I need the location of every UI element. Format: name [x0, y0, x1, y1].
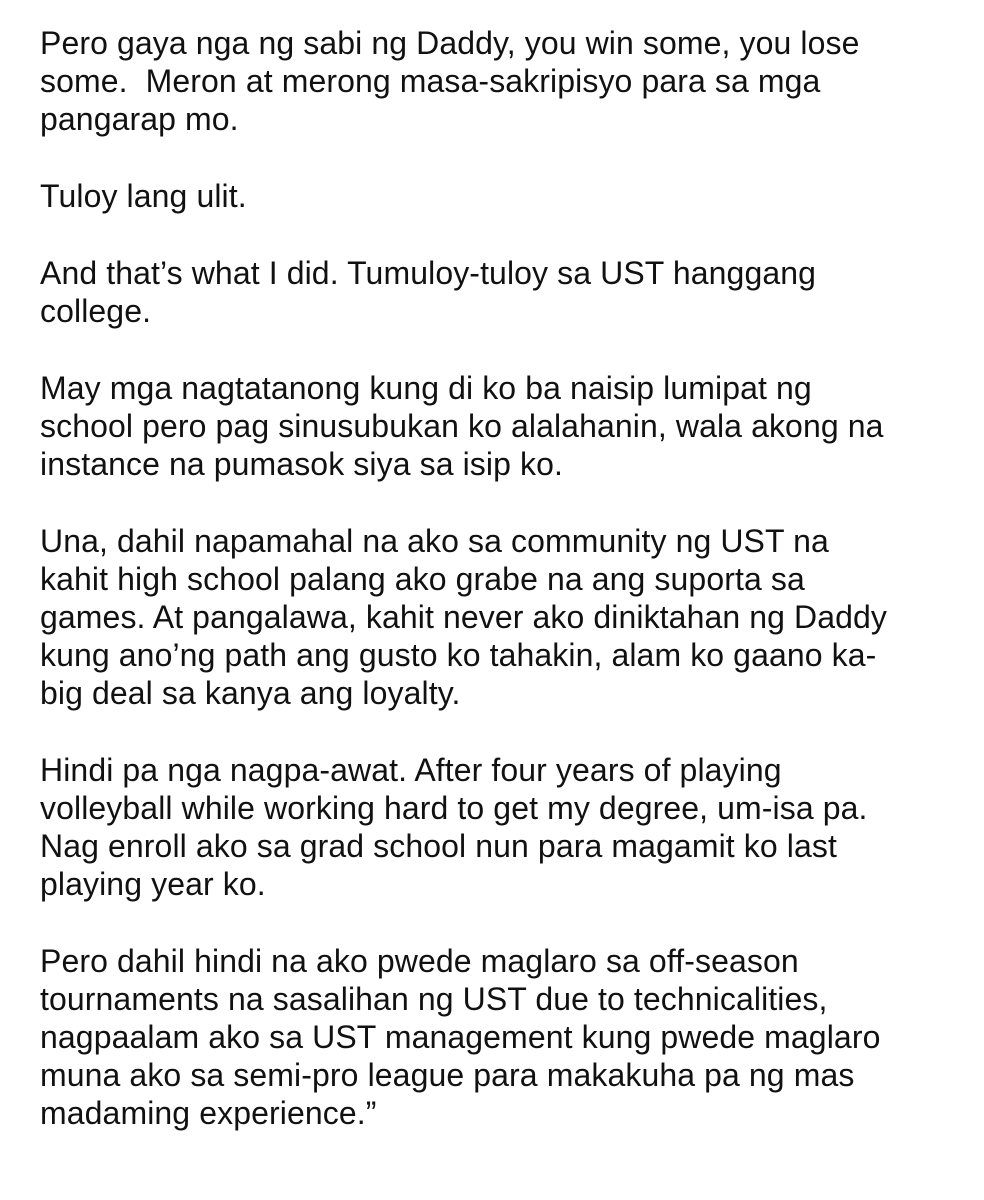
paragraph-1: [40, 24, 960, 138]
paragraph-4: [40, 369, 960, 483]
text-line: madaming experience.”: [40, 1095, 377, 1131]
text-line: Una, dahil napamahal na ako sa community ng UST na: [40, 523, 829, 559]
paragraph-5: [40, 522, 960, 712]
text-line: Nag enroll ako sa grad school nun para magamit ko last: [40, 828, 837, 864]
text-line: muna ako sa semi-pro league para makakuha pa ng mas: [40, 1057, 855, 1093]
text-line: games. At pangalawa, kahit never ako diniktahan ng Daddy: [40, 599, 888, 635]
text-line: kahit high school palang ako grabe na ang suporta sa: [40, 561, 805, 597]
paragraph-3: [40, 254, 960, 330]
paragraph-2: [40, 177, 960, 215]
text-line: playing year ko.: [40, 866, 266, 902]
note-body: [40, 24, 960, 1171]
text-line: Tuloy lang ulit.: [40, 178, 247, 214]
text-line: pangarap mo.: [40, 101, 239, 137]
text-line: instance na pumasok siya sa isip ko.: [40, 446, 563, 482]
text-line: volleyball while working hard to get my degree, um-isa pa.: [40, 790, 868, 826]
text-line: school pero pag sinusubukan ko alalahanin, wala akong na: [40, 408, 884, 444]
text-line: college.: [40, 293, 152, 329]
text-line: nagpaalam ako sa UST management kung pwede maglaro: [40, 1019, 881, 1055]
text-line: big deal sa kanya ang loyalty.: [40, 675, 461, 711]
paragraph-7: [40, 942, 960, 1132]
text-line: May mga nagtatanong kung di ko ba naisip lumipat ng: [40, 370, 812, 406]
paragraph-6: [40, 751, 960, 903]
text-line: kung ano’ng path ang gusto ko tahakin, alam ko gaano ka-: [40, 637, 877, 673]
text-line: some. Meron at merong masa-sakripisyo para sa mga: [40, 63, 821, 99]
text-line: And that’s what I did. Tumuloy-tuloy sa UST hanggang: [40, 255, 817, 291]
text-line: Pero dahil hindi na ako pwede maglaro sa off-season: [40, 943, 799, 979]
text-line: tournaments na sasalihan ng UST due to technicalities,: [40, 981, 828, 1017]
text-line: Hindi pa nga nagpa-awat. After four years of playing: [40, 752, 782, 788]
text-line: Pero gaya nga ng sabi ng Daddy, you win some, you lose: [40, 25, 860, 61]
